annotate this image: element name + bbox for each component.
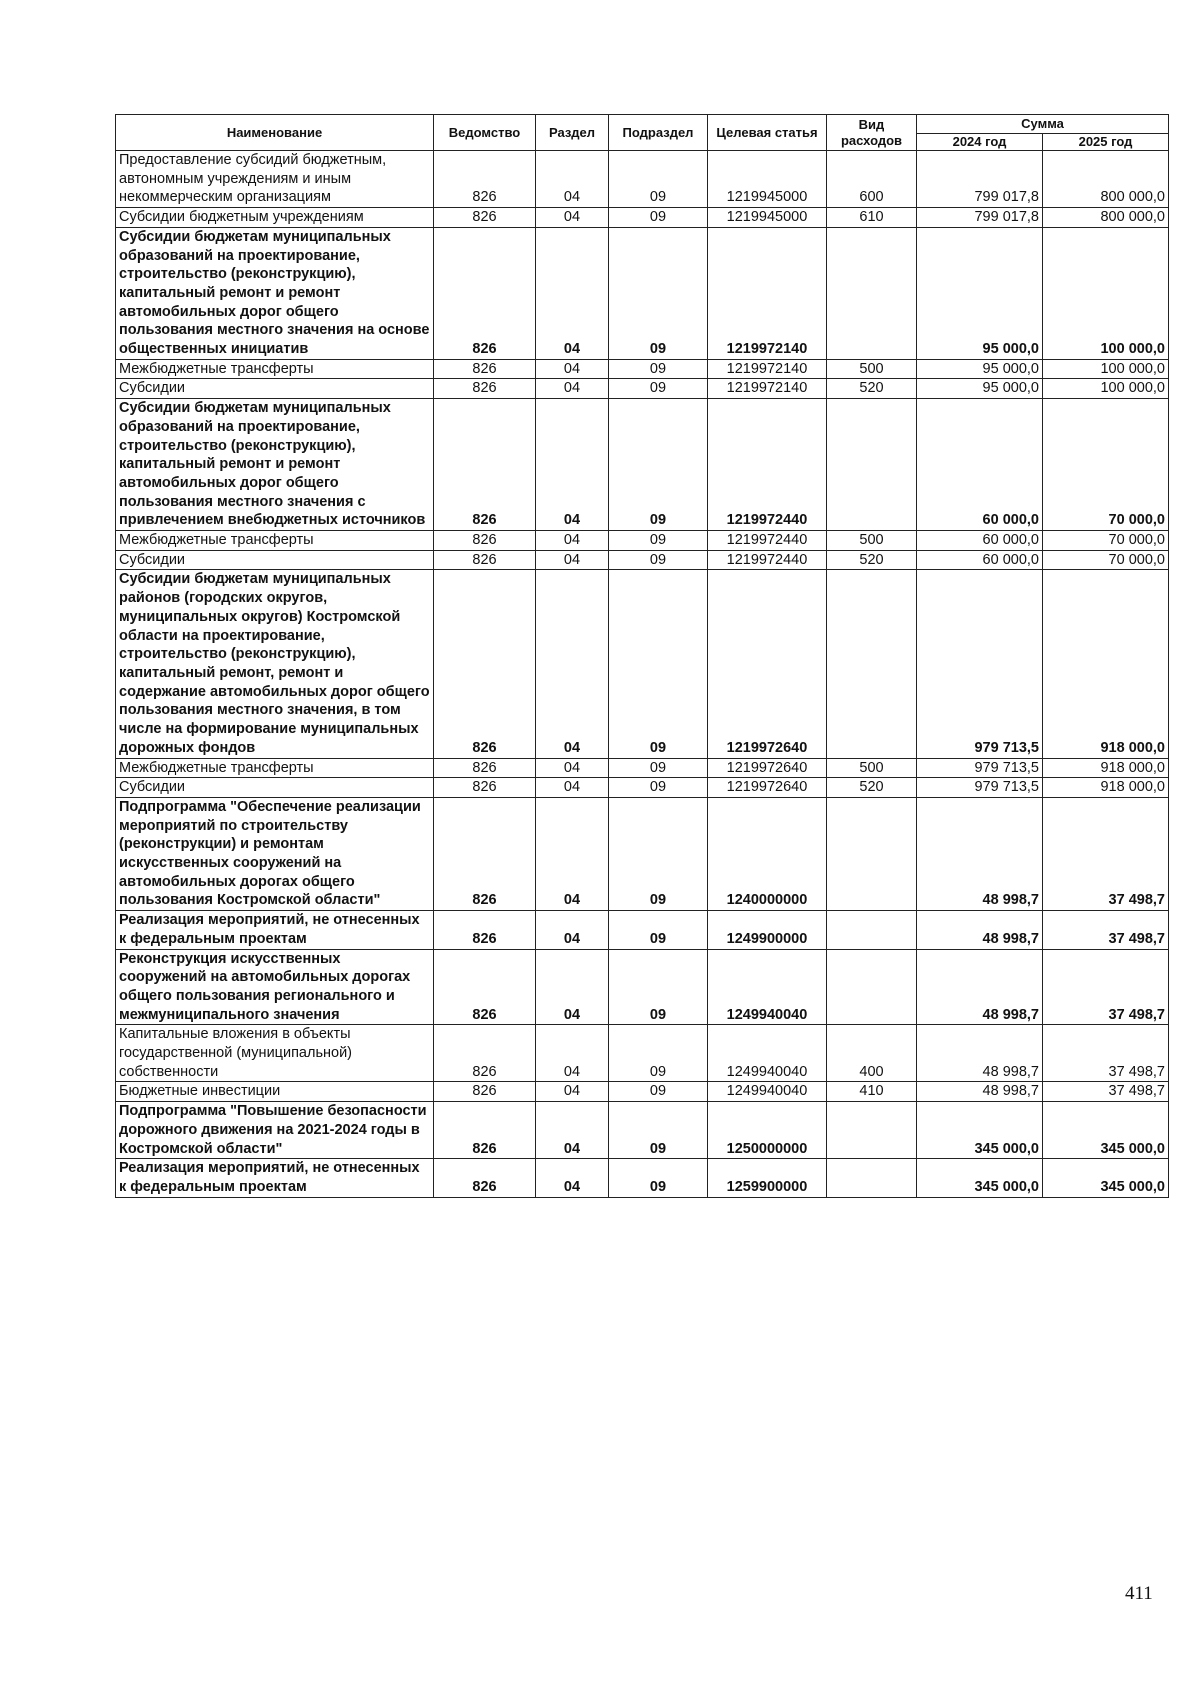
table-row bbox=[116, 1025, 1169, 1082]
cell-podrazdel: 09 bbox=[609, 399, 708, 531]
cell-vedomstvo: 826 bbox=[434, 550, 536, 570]
cell-vedomstvo: 826 bbox=[434, 1159, 536, 1197]
header-vedomstvo: Ведомство bbox=[434, 115, 536, 151]
cell-sum-2024: 799 017,8 bbox=[917, 208, 1043, 228]
cell-vid-rashodov bbox=[827, 797, 917, 910]
cell-sum-2025: 37 498,7 bbox=[1043, 949, 1169, 1025]
cell-razdel: 04 bbox=[536, 379, 609, 399]
cell-podrazdel: 09 bbox=[609, 550, 708, 570]
cell-razdel: 04 bbox=[536, 778, 609, 798]
cell-vid-rashodov bbox=[827, 399, 917, 531]
cell-sum-2024: 48 998,7 bbox=[917, 1082, 1043, 1102]
cell-podrazdel: 09 bbox=[609, 151, 708, 208]
cell-sum-2024: 95 000,0 bbox=[917, 359, 1043, 379]
table-row bbox=[116, 1159, 1169, 1197]
cell-razdel: 04 bbox=[536, 911, 609, 949]
header-year-2025: 2025 год bbox=[1043, 134, 1169, 151]
header-name: Наименование bbox=[116, 115, 434, 151]
cell-sum-2024: 60 000,0 bbox=[917, 399, 1043, 531]
cell-sum-2024: 60 000,0 bbox=[917, 531, 1043, 551]
cell-vedomstvo: 826 bbox=[434, 1102, 536, 1159]
cell-sum-2025: 37 498,7 bbox=[1043, 797, 1169, 910]
cell-name: Межбюджетные трансферты bbox=[116, 531, 434, 551]
cell-razdel: 04 bbox=[536, 227, 609, 359]
cell-sum-2025: 37 498,7 bbox=[1043, 1082, 1169, 1102]
cell-vedomstvo: 826 bbox=[434, 1025, 536, 1082]
cell-vedomstvo: 826 bbox=[434, 570, 536, 758]
table-row bbox=[116, 151, 1169, 208]
cell-celevaya-statya: 1219945000 bbox=[708, 208, 827, 228]
cell-sum-2025: 918 000,0 bbox=[1043, 570, 1169, 758]
cell-razdel: 04 bbox=[536, 1102, 609, 1159]
table-row bbox=[116, 778, 1169, 798]
cell-podrazdel: 09 bbox=[609, 778, 708, 798]
cell-razdel: 04 bbox=[536, 758, 609, 778]
cell-razdel: 04 bbox=[536, 949, 609, 1025]
cell-razdel: 04 bbox=[536, 531, 609, 551]
cell-vid-rashodov: 500 bbox=[827, 531, 917, 551]
cell-vedomstvo: 826 bbox=[434, 359, 536, 379]
cell-name: Бюджетные инвестиции bbox=[116, 1082, 434, 1102]
table-row bbox=[116, 550, 1169, 570]
header-summa: Сумма bbox=[917, 115, 1169, 134]
cell-podrazdel: 09 bbox=[609, 379, 708, 399]
cell-sum-2025: 70 000,0 bbox=[1043, 550, 1169, 570]
cell-razdel: 04 bbox=[536, 1082, 609, 1102]
cell-vedomstvo: 826 bbox=[434, 778, 536, 798]
cell-sum-2025: 800 000,0 bbox=[1043, 151, 1169, 208]
cell-podrazdel: 09 bbox=[609, 1159, 708, 1197]
cell-vedomstvo: 826 bbox=[434, 531, 536, 551]
cell-sum-2025: 100 000,0 bbox=[1043, 227, 1169, 359]
cell-podrazdel: 09 bbox=[609, 1082, 708, 1102]
cell-name: Реализация мероприятий, не отнесенных к федеральным проектам bbox=[116, 911, 434, 949]
cell-name: Субсидии бюджетам муниципальных образований на проектирование, строительство (реконструкцию), капитальный ремонт и ремонт автомобильных дорог общего пользования местного значения на основе общественных инициатив bbox=[116, 227, 434, 359]
cell-sum-2025: 37 498,7 bbox=[1043, 1025, 1169, 1082]
table-row bbox=[116, 1102, 1169, 1159]
cell-sum-2025: 100 000,0 bbox=[1043, 379, 1169, 399]
cell-sum-2025: 345 000,0 bbox=[1043, 1159, 1169, 1197]
cell-vid-rashodov: 500 bbox=[827, 758, 917, 778]
cell-vedomstvo: 826 bbox=[434, 208, 536, 228]
cell-podrazdel: 09 bbox=[609, 949, 708, 1025]
header-vid-rashodov: Вид расходов bbox=[827, 115, 917, 151]
cell-podrazdel: 09 bbox=[609, 1025, 708, 1082]
cell-podrazdel: 09 bbox=[609, 227, 708, 359]
table-row bbox=[116, 1082, 1169, 1102]
cell-sum-2024: 48 998,7 bbox=[917, 797, 1043, 910]
cell-sum-2024: 345 000,0 bbox=[917, 1159, 1043, 1197]
table-row bbox=[116, 911, 1169, 949]
cell-celevaya-statya: 1250000000 bbox=[708, 1102, 827, 1159]
table-row bbox=[116, 949, 1169, 1025]
cell-sum-2024: 48 998,7 bbox=[917, 911, 1043, 949]
cell-sum-2025: 345 000,0 bbox=[1043, 1102, 1169, 1159]
cell-podrazdel: 09 bbox=[609, 911, 708, 949]
cell-vedomstvo: 826 bbox=[434, 797, 536, 910]
cell-vid-rashodov: 400 bbox=[827, 1025, 917, 1082]
cell-razdel: 04 bbox=[536, 1025, 609, 1082]
cell-name: Субсидии bbox=[116, 550, 434, 570]
cell-sum-2024: 979 713,5 bbox=[917, 778, 1043, 798]
cell-vid-rashodov: 520 bbox=[827, 379, 917, 399]
cell-sum-2024: 48 998,7 bbox=[917, 949, 1043, 1025]
cell-celevaya-statya: 1240000000 bbox=[708, 797, 827, 910]
cell-name: Подпрограмма "Повышение безопасности дорожного движения на 2021-2024 годы в Костромской области" bbox=[116, 1102, 434, 1159]
cell-vedomstvo: 826 bbox=[434, 911, 536, 949]
cell-sum-2024: 979 713,5 bbox=[917, 570, 1043, 758]
cell-name: Капитальные вложения в объекты государственной (муниципальной) собственности bbox=[116, 1025, 434, 1082]
cell-name: Подпрограмма "Обеспечение реализации мероприятий по строительству (реконструкции) и ремонтам искусственных сооружений на автомобильных дорогах общего пользования Костромской области" bbox=[116, 797, 434, 910]
cell-celevaya-statya: 1219972440 bbox=[708, 531, 827, 551]
cell-sum-2024: 95 000,0 bbox=[917, 379, 1043, 399]
page-number: 411 bbox=[1125, 1583, 1153, 1604]
cell-vid-rashodov bbox=[827, 911, 917, 949]
cell-sum-2025: 800 000,0 bbox=[1043, 208, 1169, 228]
cell-name: Предоставление субсидий бюджетным, автономным учреждениям и иным некоммерческим организациям bbox=[116, 151, 434, 208]
cell-razdel: 04 bbox=[536, 550, 609, 570]
cell-sum-2024: 345 000,0 bbox=[917, 1102, 1043, 1159]
cell-vid-rashodov: 410 bbox=[827, 1082, 917, 1102]
cell-sum-2025: 70 000,0 bbox=[1043, 399, 1169, 531]
cell-podrazdel: 09 bbox=[609, 570, 708, 758]
table-row bbox=[116, 758, 1169, 778]
cell-vedomstvo: 826 bbox=[434, 151, 536, 208]
table-row bbox=[116, 359, 1169, 379]
cell-name: Субсидии bbox=[116, 379, 434, 399]
cell-podrazdel: 09 bbox=[609, 359, 708, 379]
cell-sum-2024: 799 017,8 bbox=[917, 151, 1043, 208]
cell-celevaya-statya: 1219972140 bbox=[708, 379, 827, 399]
cell-podrazdel: 09 bbox=[609, 758, 708, 778]
cell-vid-rashodov bbox=[827, 227, 917, 359]
cell-vedomstvo: 826 bbox=[434, 758, 536, 778]
cell-vedomstvo: 826 bbox=[434, 949, 536, 1025]
cell-celevaya-statya: 1219972140 bbox=[708, 227, 827, 359]
cell-celevaya-statya: 1219972640 bbox=[708, 758, 827, 778]
cell-vid-rashodov bbox=[827, 1159, 917, 1197]
cell-name: Субсидии бюджетным учреждениям bbox=[116, 208, 434, 228]
cell-name: Реализация мероприятий, не отнесенных к федеральным проектам bbox=[116, 1159, 434, 1197]
cell-razdel: 04 bbox=[536, 570, 609, 758]
cell-name: Реконструкция искусственных сооружений на автомобильных дорогах общего пользования регионального и межмуниципального значения bbox=[116, 949, 434, 1025]
cell-sum-2025: 918 000,0 bbox=[1043, 758, 1169, 778]
cell-celevaya-statya: 1219972440 bbox=[708, 550, 827, 570]
cell-razdel: 04 bbox=[536, 151, 609, 208]
table-row bbox=[116, 208, 1169, 228]
budget-table bbox=[115, 114, 1169, 1198]
cell-sum-2024: 979 713,5 bbox=[917, 758, 1043, 778]
table-row bbox=[116, 531, 1169, 551]
table-row bbox=[116, 570, 1169, 758]
cell-vid-rashodov: 520 bbox=[827, 778, 917, 798]
cell-celevaya-statya: 1219972640 bbox=[708, 778, 827, 798]
cell-celevaya-statya: 1219972140 bbox=[708, 359, 827, 379]
cell-vid-rashodov bbox=[827, 949, 917, 1025]
cell-celevaya-statya: 1249940040 bbox=[708, 949, 827, 1025]
cell-sum-2024: 60 000,0 bbox=[917, 550, 1043, 570]
cell-name: Субсидии bbox=[116, 778, 434, 798]
cell-vedomstvo: 826 bbox=[434, 227, 536, 359]
cell-vid-rashodov: 600 bbox=[827, 151, 917, 208]
cell-celevaya-statya: 1219945000 bbox=[708, 151, 827, 208]
cell-sum-2025: 37 498,7 bbox=[1043, 911, 1169, 949]
table-row bbox=[116, 399, 1169, 531]
cell-podrazdel: 09 bbox=[609, 208, 708, 228]
cell-name: Субсидии бюджетам муниципальных образований на проектирование, строительство (реконструкцию), капитальный ремонт и ремонт автомобильных дорог общего пользования местного значения с привлечением внебюджетных источников bbox=[116, 399, 434, 531]
cell-celevaya-statya: 1249900000 bbox=[708, 911, 827, 949]
table-row bbox=[116, 379, 1169, 399]
cell-podrazdel: 09 bbox=[609, 1102, 708, 1159]
cell-sum-2025: 100 000,0 bbox=[1043, 359, 1169, 379]
table-body bbox=[116, 151, 1169, 1198]
cell-celevaya-statya: 1259900000 bbox=[708, 1159, 827, 1197]
cell-celevaya-statya: 1219972640 bbox=[708, 570, 827, 758]
cell-vid-rashodov: 500 bbox=[827, 359, 917, 379]
cell-vid-rashodov bbox=[827, 1102, 917, 1159]
cell-vedomstvo: 826 bbox=[434, 399, 536, 531]
cell-sum-2025: 918 000,0 bbox=[1043, 778, 1169, 798]
header-razdel: Раздел bbox=[536, 115, 609, 151]
cell-vid-rashodov: 610 bbox=[827, 208, 917, 228]
cell-razdel: 04 bbox=[536, 399, 609, 531]
cell-sum-2025: 70 000,0 bbox=[1043, 531, 1169, 551]
cell-celevaya-statya: 1219972440 bbox=[708, 399, 827, 531]
cell-vid-rashodov bbox=[827, 570, 917, 758]
header-year-2024: 2024 год bbox=[917, 134, 1043, 151]
cell-vid-rashodov: 520 bbox=[827, 550, 917, 570]
cell-name: Межбюджетные трансферты bbox=[116, 359, 434, 379]
cell-vedomstvo: 826 bbox=[434, 1082, 536, 1102]
cell-podrazdel: 09 bbox=[609, 797, 708, 910]
cell-vedomstvo: 826 bbox=[434, 379, 536, 399]
cell-razdel: 04 bbox=[536, 208, 609, 228]
cell-razdel: 04 bbox=[536, 797, 609, 910]
table-row bbox=[116, 797, 1169, 910]
cell-name: Субсидии бюджетам муниципальных районов (городских округов, муниципальных округов) Костромской области на проектирование, строительство (реконструкцию), капитальный ремонт, ремонт и содержание автомобильных дорог общего пользования местного значения, в том числе на формирование муниципальных дорожных фондов bbox=[116, 570, 434, 758]
cell-celevaya-statya: 1249940040 bbox=[708, 1025, 827, 1082]
table-header bbox=[116, 115, 1169, 151]
cell-sum-2024: 48 998,7 bbox=[917, 1025, 1043, 1082]
cell-sum-2024: 95 000,0 bbox=[917, 227, 1043, 359]
cell-name: Межбюджетные трансферты bbox=[116, 758, 434, 778]
header-celevaya-statya: Целевая статья bbox=[708, 115, 827, 151]
cell-podrazdel: 09 bbox=[609, 531, 708, 551]
header-podrazdel: Подраздел bbox=[609, 115, 708, 151]
cell-razdel: 04 bbox=[536, 359, 609, 379]
table-row bbox=[116, 227, 1169, 359]
cell-razdel: 04 bbox=[536, 1159, 609, 1197]
cell-celevaya-statya: 1249940040 bbox=[708, 1082, 827, 1102]
